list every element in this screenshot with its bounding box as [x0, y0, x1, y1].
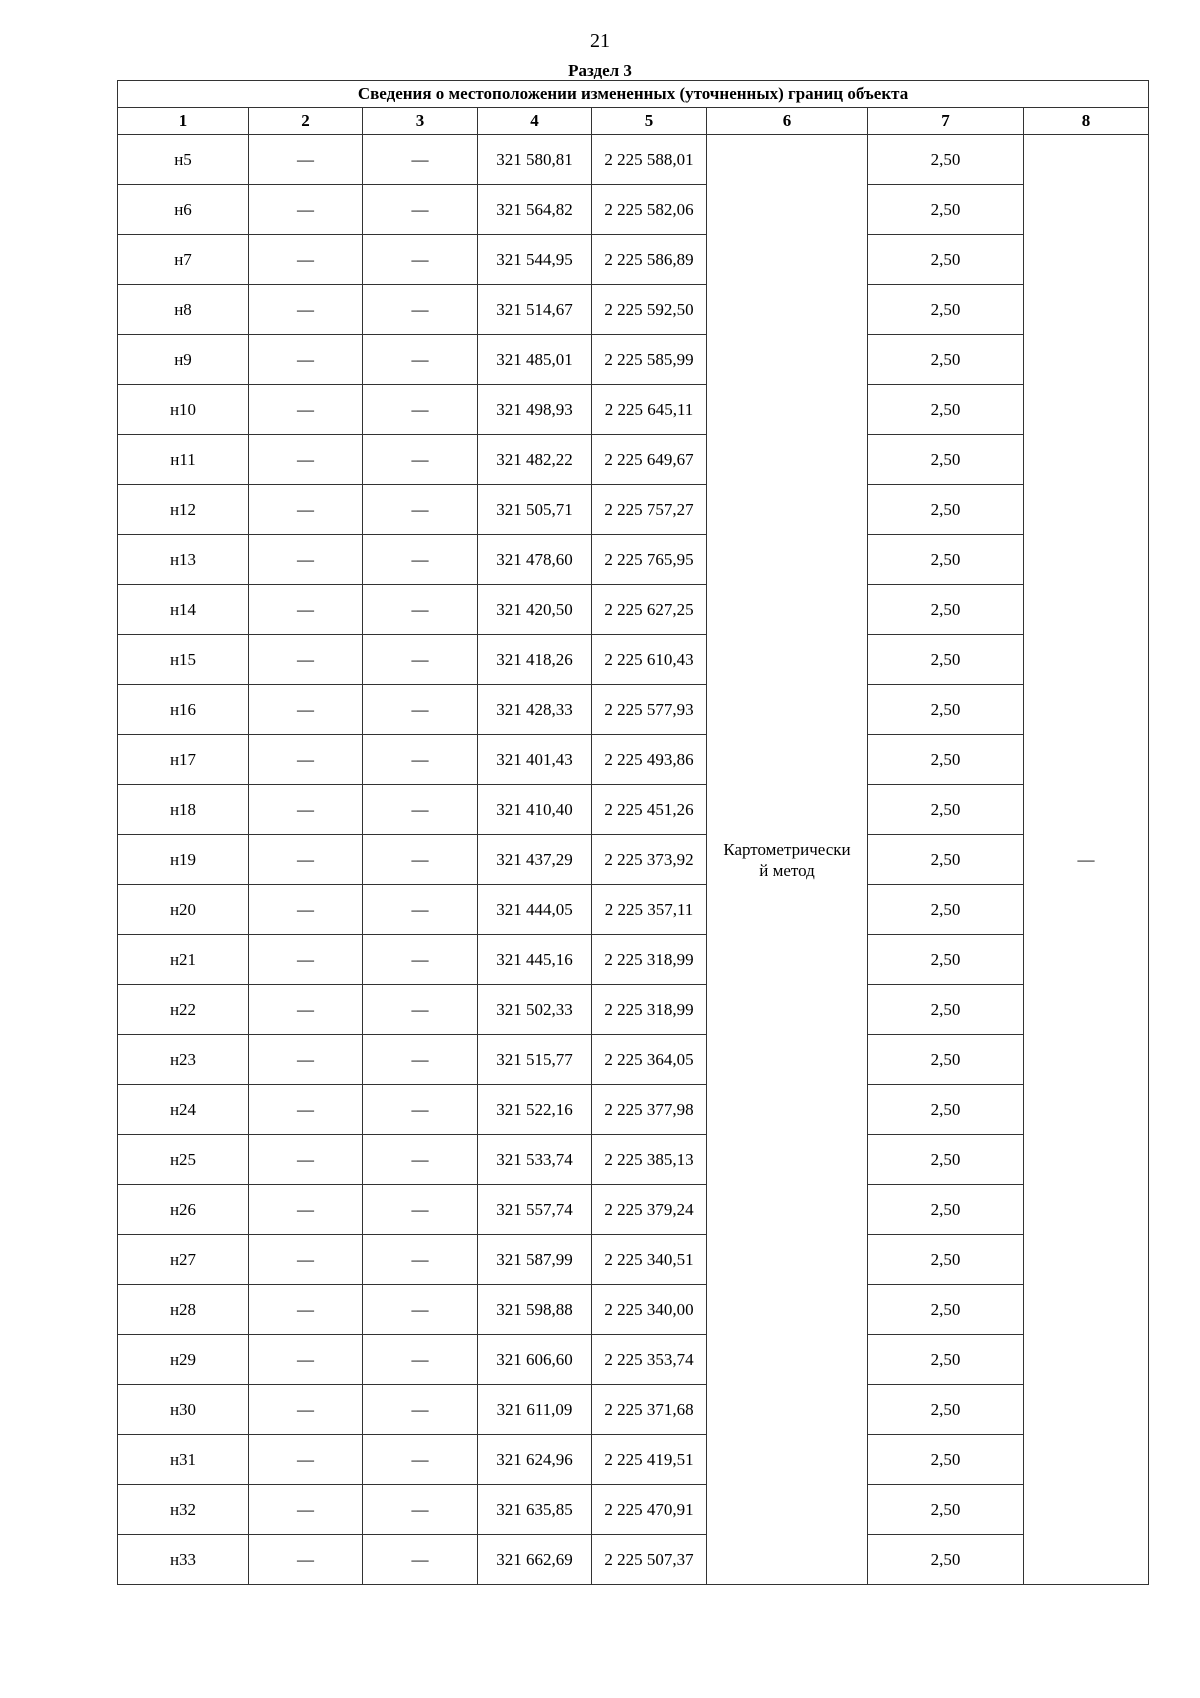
section-title: Раздел 3 — [568, 61, 632, 80]
column-3-cell: — — [363, 985, 478, 1035]
column-3-cell: — — [363, 385, 478, 435]
x-coordinate-cell: 321 428,33 — [478, 685, 592, 735]
accuracy-cell: 2,50 — [868, 1035, 1024, 1085]
point-name-cell: н32 — [118, 1485, 249, 1535]
x-coordinate-cell: 321 420,50 — [478, 585, 592, 635]
column-2-cell: — — [249, 1485, 363, 1535]
page-number: 21 — [590, 30, 610, 52]
column-number-2: 2 — [249, 108, 363, 135]
y-coordinate-cell: 2 225 582,06 — [592, 185, 707, 235]
column-number-1: 1 — [118, 108, 249, 135]
point-name-cell: н12 — [118, 485, 249, 535]
column-3-cell: — — [363, 1535, 478, 1585]
y-coordinate-cell: 2 225 451,26 — [592, 785, 707, 835]
column-number-8: 8 — [1024, 108, 1149, 135]
table-row — [118, 1385, 1149, 1435]
accuracy-cell: 2,50 — [868, 1285, 1024, 1335]
table-row — [118, 935, 1149, 985]
column-number-6: 6 — [707, 108, 868, 135]
column-2-cell: — — [249, 135, 363, 185]
column-3-cell: — — [363, 1485, 478, 1535]
x-coordinate-cell: 321 635,85 — [478, 1485, 592, 1535]
column-3-cell: — — [363, 1135, 478, 1185]
x-coordinate-cell: 321 662,69 — [478, 1535, 592, 1585]
column-3-cell: — — [363, 585, 478, 635]
x-coordinate-cell: 321 564,82 — [478, 185, 592, 235]
method-text-line: й метод — [759, 860, 815, 880]
y-coordinate-cell: 2 225 493,86 — [592, 735, 707, 785]
table-row — [118, 585, 1149, 635]
table-caption: Сведения о местоположении измененных (уточненных) границ объекта — [118, 81, 1149, 108]
accuracy-cell: 2,50 — [868, 1485, 1024, 1535]
x-coordinate-cell: 321 485,01 — [478, 335, 592, 385]
accuracy-cell: 2,50 — [868, 785, 1024, 835]
point-name-cell: н11 — [118, 435, 249, 485]
y-coordinate-cell: 2 225 371,68 — [592, 1385, 707, 1435]
y-coordinate-cell: 2 225 364,05 — [592, 1035, 707, 1085]
table-row — [118, 635, 1149, 685]
column-2-cell: — — [249, 785, 363, 835]
column-2-cell: — — [249, 1235, 363, 1285]
accuracy-cell: 2,50 — [868, 285, 1024, 335]
y-coordinate-cell: 2 225 588,01 — [592, 135, 707, 185]
accuracy-cell: 2,50 — [868, 435, 1024, 485]
point-name-cell: н10 — [118, 385, 249, 435]
column-3-cell: — — [363, 1185, 478, 1235]
column-number-4: 4 — [478, 108, 592, 135]
point-name-cell: н18 — [118, 785, 249, 835]
point-name-cell: н20 — [118, 885, 249, 935]
column-2-cell: — — [249, 635, 363, 685]
y-coordinate-cell: 2 225 586,89 — [592, 235, 707, 285]
method-cell — [707, 135, 868, 1585]
column-2-cell: — — [249, 985, 363, 1035]
accuracy-cell: 2,50 — [868, 1335, 1024, 1385]
y-coordinate-cell: 2 225 357,11 — [592, 885, 707, 935]
y-coordinate-cell: 2 225 373,92 — [592, 835, 707, 885]
y-coordinate-cell: 2 225 627,25 — [592, 585, 707, 635]
column-2-cell: — — [249, 835, 363, 885]
column-2-cell: — — [249, 535, 363, 585]
column-2-cell: — — [249, 435, 363, 485]
table-row — [118, 785, 1149, 835]
table-row — [118, 685, 1149, 735]
point-name-cell: н14 — [118, 585, 249, 635]
column-3-cell: — — [363, 1285, 478, 1335]
column-2-cell: — — [249, 1085, 363, 1135]
y-coordinate-cell: 2 225 377,98 — [592, 1085, 707, 1135]
accuracy-cell: 2,50 — [868, 685, 1024, 735]
x-coordinate-cell: 321 606,60 — [478, 1335, 592, 1385]
y-coordinate-cell: 2 225 385,13 — [592, 1135, 707, 1185]
table-row — [118, 1185, 1149, 1235]
table-row — [118, 335, 1149, 385]
column-2-cell: — — [249, 1435, 363, 1485]
y-coordinate-cell: 2 225 610,43 — [592, 635, 707, 685]
column-3-cell: — — [363, 635, 478, 685]
x-coordinate-cell: 321 478,60 — [478, 535, 592, 585]
x-coordinate-cell: 321 505,71 — [478, 485, 592, 535]
column-3-cell: — — [363, 435, 478, 485]
accuracy-cell: 2,50 — [868, 235, 1024, 285]
column-3-cell: — — [363, 1385, 478, 1435]
accuracy-cell: 2,50 — [868, 1085, 1024, 1135]
x-coordinate-cell: 321 533,74 — [478, 1135, 592, 1185]
table-row — [118, 485, 1149, 535]
column-3-cell: — — [363, 835, 478, 885]
column-3-cell: — — [363, 885, 478, 935]
point-name-cell: н26 — [118, 1185, 249, 1235]
column-3-cell: — — [363, 1335, 478, 1385]
column-2-cell: — — [249, 1135, 363, 1185]
x-coordinate-cell: 321 522,16 — [478, 1085, 592, 1135]
y-coordinate-cell: 2 225 649,67 — [592, 435, 707, 485]
accuracy-cell: 2,50 — [868, 1385, 1024, 1435]
point-name-cell: н15 — [118, 635, 249, 685]
x-coordinate-cell: 321 482,22 — [478, 435, 592, 485]
accuracy-cell: 2,50 — [868, 1535, 1024, 1585]
point-name-cell: н19 — [118, 835, 249, 885]
point-name-cell: н17 — [118, 735, 249, 785]
x-coordinate-cell: 321 544,95 — [478, 235, 592, 285]
accuracy-cell: 2,50 — [868, 385, 1024, 435]
column-2-cell: — — [249, 1185, 363, 1235]
table-row — [118, 1335, 1149, 1385]
boundary-coordinates-table — [117, 80, 1149, 1585]
point-name-cell: н9 — [118, 335, 249, 385]
table-row — [118, 885, 1149, 935]
column-3-cell: — — [363, 335, 478, 385]
accuracy-cell: 2,50 — [868, 835, 1024, 885]
x-coordinate-cell: 321 515,77 — [478, 1035, 592, 1085]
accuracy-cell: 2,50 — [868, 1135, 1024, 1185]
y-coordinate-cell: 2 225 757,27 — [592, 485, 707, 535]
y-coordinate-cell: 2 225 379,24 — [592, 1185, 707, 1235]
column-2-cell: — — [249, 335, 363, 385]
column-2-cell: — — [249, 585, 363, 635]
accuracy-cell: 2,50 — [868, 885, 1024, 935]
x-coordinate-cell: 321 444,05 — [478, 885, 592, 935]
accuracy-cell: 2,50 — [868, 585, 1024, 635]
table-row — [118, 1085, 1149, 1135]
table-row — [118, 285, 1149, 335]
column-2-cell: — — [249, 235, 363, 285]
table-row — [118, 185, 1149, 235]
column-2-cell: — — [249, 685, 363, 735]
column-3-cell: — — [363, 685, 478, 735]
column-2-cell: — — [249, 885, 363, 935]
accuracy-cell: 2,50 — [868, 1435, 1024, 1485]
column-2-cell: — — [249, 735, 363, 785]
x-coordinate-cell: 321 498,93 — [478, 385, 592, 435]
table-row — [118, 435, 1149, 485]
column-3-cell: — — [363, 135, 478, 185]
point-name-cell: н13 — [118, 535, 249, 585]
column-2-cell: — — [249, 1335, 363, 1385]
point-name-cell: н31 — [118, 1435, 249, 1485]
x-coordinate-cell: 321 624,96 — [478, 1435, 592, 1485]
column-3-cell: — — [363, 1235, 478, 1285]
table-row — [118, 1535, 1149, 1585]
accuracy-cell: 2,50 — [868, 1235, 1024, 1285]
y-coordinate-cell: 2 225 765,95 — [592, 535, 707, 585]
accuracy-cell: 2,50 — [868, 535, 1024, 585]
y-coordinate-cell: 2 225 585,99 — [592, 335, 707, 385]
column-number-7: 7 — [868, 108, 1024, 135]
column-2-cell: — — [249, 1385, 363, 1435]
accuracy-cell: 2,50 — [868, 135, 1024, 185]
column-2-cell: — — [249, 935, 363, 985]
table-row — [118, 1485, 1149, 1535]
x-coordinate-cell: 321 580,81 — [478, 135, 592, 185]
point-name-cell: н8 — [118, 285, 249, 335]
x-coordinate-cell: 321 514,67 — [478, 285, 592, 335]
table-row — [118, 535, 1149, 585]
point-name-cell: н30 — [118, 1385, 249, 1435]
x-coordinate-cell: 321 401,43 — [478, 735, 592, 785]
x-coordinate-cell: 321 437,29 — [478, 835, 592, 885]
x-coordinate-cell: 321 418,26 — [478, 635, 592, 685]
accuracy-cell: 2,50 — [868, 185, 1024, 235]
column-number-5: 5 — [592, 108, 707, 135]
point-name-cell: н33 — [118, 1535, 249, 1585]
column-2-cell: — — [249, 285, 363, 335]
accuracy-cell: 2,50 — [868, 935, 1024, 985]
table-row — [118, 1285, 1149, 1335]
table-row — [118, 1435, 1149, 1485]
accuracy-cell: 2,50 — [868, 635, 1024, 685]
y-coordinate-cell: 2 225 592,50 — [592, 285, 707, 335]
point-name-cell: н7 — [118, 235, 249, 285]
y-coordinate-cell: 2 225 318,99 — [592, 985, 707, 1035]
y-coordinate-cell: 2 225 318,99 — [592, 935, 707, 985]
point-name-cell: н6 — [118, 185, 249, 235]
x-coordinate-cell: 321 598,88 — [478, 1285, 592, 1335]
column-8-cell: — — [1024, 135, 1149, 1585]
column-2-cell: — — [249, 1035, 363, 1085]
point-name-cell: н16 — [118, 685, 249, 735]
point-name-cell: н28 — [118, 1285, 249, 1335]
point-name-cell: н22 — [118, 985, 249, 1035]
point-name-cell: н5 — [118, 135, 249, 185]
column-3-cell: — — [363, 285, 478, 335]
column-3-cell: — — [363, 535, 478, 585]
column-3-cell: — — [363, 1435, 478, 1485]
table-row — [118, 1135, 1149, 1185]
column-2-cell: — — [249, 1285, 363, 1335]
point-name-cell: н25 — [118, 1135, 249, 1185]
column-3-cell: — — [363, 1035, 478, 1085]
column-3-cell: — — [363, 185, 478, 235]
y-coordinate-cell: 2 225 645,11 — [592, 385, 707, 435]
point-name-cell: н23 — [118, 1035, 249, 1085]
column-3-cell: — — [363, 735, 478, 785]
accuracy-cell: 2,50 — [868, 735, 1024, 785]
point-name-cell: н29 — [118, 1335, 249, 1385]
point-name-cell: н27 — [118, 1235, 249, 1285]
table-row — [118, 385, 1149, 435]
table-row — [118, 1035, 1149, 1085]
column-3-cell: — — [363, 785, 478, 835]
column-2-cell: — — [249, 1535, 363, 1585]
table-row — [118, 135, 1149, 185]
y-coordinate-cell: 2 225 340,00 — [592, 1285, 707, 1335]
table-row — [118, 735, 1149, 785]
accuracy-cell: 2,50 — [868, 485, 1024, 535]
column-3-cell: — — [363, 485, 478, 535]
x-coordinate-cell: 321 587,99 — [478, 1235, 592, 1285]
method-text-line: Картометрически — [723, 839, 851, 859]
x-coordinate-cell: 321 502,33 — [478, 985, 592, 1035]
accuracy-cell: 2,50 — [868, 1185, 1024, 1235]
column-3-cell: — — [363, 935, 478, 985]
table-row — [118, 1235, 1149, 1285]
x-coordinate-cell: 321 611,09 — [478, 1385, 592, 1435]
column-2-cell: — — [249, 185, 363, 235]
accuracy-cell: 2,50 — [868, 335, 1024, 385]
x-coordinate-cell: 321 445,16 — [478, 935, 592, 985]
y-coordinate-cell: 2 225 340,51 — [592, 1235, 707, 1285]
table-row — [118, 835, 1149, 885]
point-name-cell: н21 — [118, 935, 249, 985]
point-name-cell: н24 — [118, 1085, 249, 1135]
table-row — [118, 235, 1149, 285]
y-coordinate-cell: 2 225 470,91 — [592, 1485, 707, 1535]
x-coordinate-cell: 321 557,74 — [478, 1185, 592, 1235]
table-row — [118, 985, 1149, 1035]
column-2-cell: — — [249, 485, 363, 535]
accuracy-cell: 2,50 — [868, 985, 1024, 1035]
y-coordinate-cell: 2 225 353,74 — [592, 1335, 707, 1385]
column-number-3: 3 — [363, 108, 478, 135]
column-2-cell: — — [249, 385, 363, 435]
y-coordinate-cell: 2 225 577,93 — [592, 685, 707, 735]
y-coordinate-cell: 2 225 507,37 — [592, 1535, 707, 1585]
y-coordinate-cell: 2 225 419,51 — [592, 1435, 707, 1485]
x-coordinate-cell: 321 410,40 — [478, 785, 592, 835]
column-3-cell: — — [363, 1085, 478, 1135]
column-3-cell: — — [363, 235, 478, 285]
